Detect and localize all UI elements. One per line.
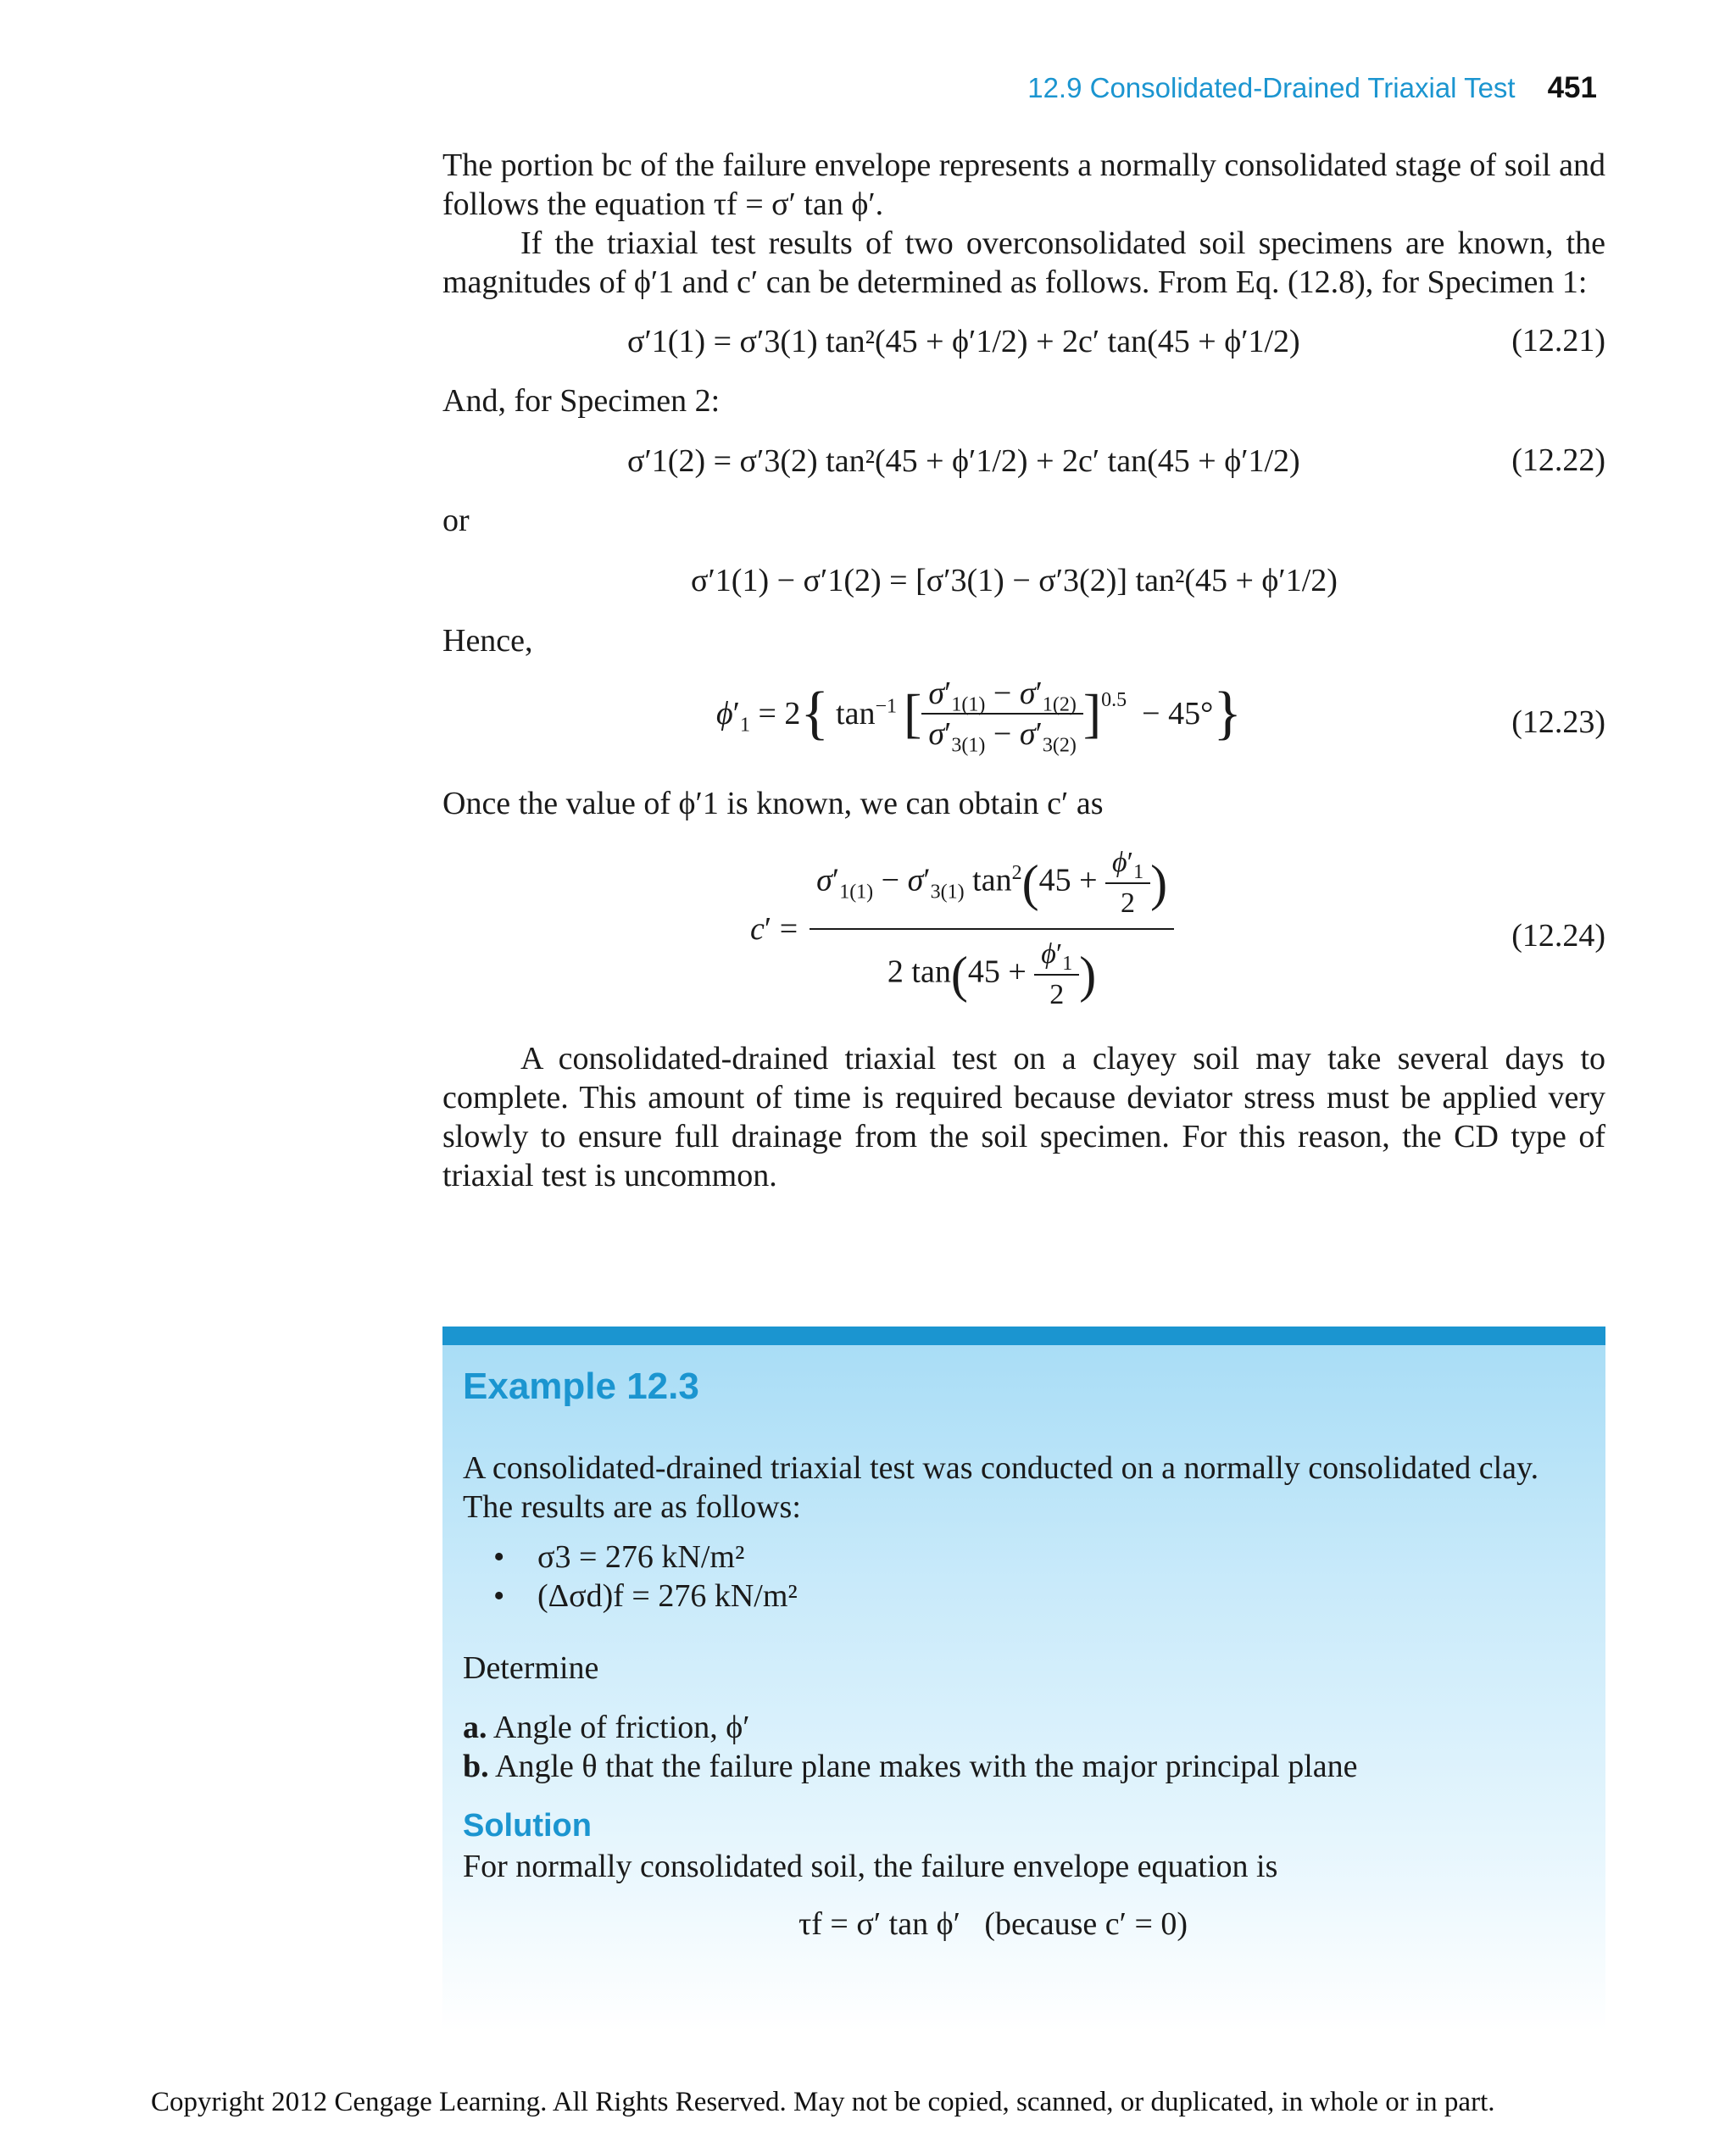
solution-equation: τf = σ′ tan ϕ′ (because c′ = 0)	[798, 1906, 1188, 1942]
item-text: Angle θ that the failure plane makes with the major principal plane	[495, 1749, 1358, 1784]
equation-12-22: σ′1(2) = σ′3(2) tan²(45 + ϕ′1/2) + 2c′ tan(45 + ϕ′1/2)	[627, 443, 1300, 479]
equation-12-23: $\phi'_1 = 2$ { $\tan^{-1}$ [ $\frac{\sigma'_{1(1)} - \sigma'_{1(2)}}{\sigma'_{3(1)} - \sigma'_{3(2)}}$ ] 0.5 − 45° }	[716, 676, 1242, 757]
paragraph-text: The portion bc of the failure envelope represents a normally consolidated stage of soil and follows the equation τf = σ′ tan ϕ′.	[442, 147, 1605, 222]
example-intro: A consolidated-drained triaxial test was conducted on a normally consolidated clay. The results are as follows:	[463, 1450, 1539, 1525]
item-a	[463, 1708, 1582, 1747]
text-specimen-2: And, for Specimen 2:	[442, 383, 721, 419]
section-title: 12.9 Consolidated-Drained Triaxial Test	[1027, 72, 1516, 103]
example-title: Example 12.3	[463, 1366, 699, 1407]
equation-number: (12.22)	[1511, 442, 1605, 478]
equation-12-24: c′ = $\sigma'_{1(1)} - \sigma'_{3(1)}$ $\tan^2(45$ + $\frac{\phi'_1}{2}$ ) 2 tan(45 + $\frac{\phi'_1}{2}$ )	[750, 843, 1174, 1015]
paragraph-text: If the triaxial test results of two overconsolidated soil specimens are known, the magnitudes of ϕ′1 and c′ can be determined as follows. From Eq. (12.8), for Specimen 1:	[442, 225, 1605, 300]
example-box	[442, 1327, 1605, 2032]
running-header	[1027, 71, 1597, 105]
equation-number: (12.21)	[1511, 323, 1605, 359]
equation-difference: σ′1(1) − σ′1(2) = [σ′3(1) − σ′3(2)] tan²(45 + ϕ′1/2)	[691, 563, 1338, 598]
item-label: a.	[463, 1710, 487, 1745]
text-or: or	[442, 503, 470, 538]
determine-text: Determine	[463, 1650, 599, 1686]
list-item: • (Δσd)f = 276 kN/m²	[493, 1578, 798, 1614]
equation-number: (12.24)	[1511, 918, 1605, 954]
paragraph-text: A consolidated-drained triaxial test on a clayey soil may take several days to complete. This amount of time is required because deviator stress must be applied very slowly to ensure full drainage from the soil specimen. For this reason, the CD type of triaxial test is uncommon.	[442, 1041, 1605, 1193]
solution-text: For normally consolidated soil, the failure envelope equation is	[463, 1849, 1278, 1884]
bullet-text: (Δσd)f = 276 kN/m²	[537, 1578, 798, 1614]
item-label: b.	[463, 1749, 489, 1784]
bullet-text: σ3 = 276 kN/m²	[537, 1539, 745, 1575]
paragraph-cd-test	[442, 1039, 1605, 1195]
item-text: Angle of friction, ϕ′	[492, 1710, 750, 1745]
equation-12-21: σ′1(1) = σ′3(1) tan²(45 + ϕ′1/2) + 2c′ tan(45 + ϕ′1/2)	[627, 324, 1300, 359]
paragraph-overconsolidated	[442, 224, 1605, 302]
list-item: • σ3 = 276 kN/m²	[493, 1539, 745, 1575]
equation-number: (12.23)	[1511, 704, 1605, 740]
page-number: 451	[1547, 71, 1597, 104]
solution-title: Solution	[463, 1808, 592, 1844]
text-once: Once the value of ϕ′1 is known, we can obtain c′ as	[442, 786, 1104, 821]
item-b	[463, 1747, 1582, 1786]
text-hence: Hence,	[442, 623, 533, 659]
paragraph-failure-envelope	[442, 146, 1605, 224]
copyright-footer: Copyright 2012 Cengage Learning. All Rights Reserved. May not be copied, scanned, or duplicated, in whole or in part.	[151, 2087, 1495, 2117]
